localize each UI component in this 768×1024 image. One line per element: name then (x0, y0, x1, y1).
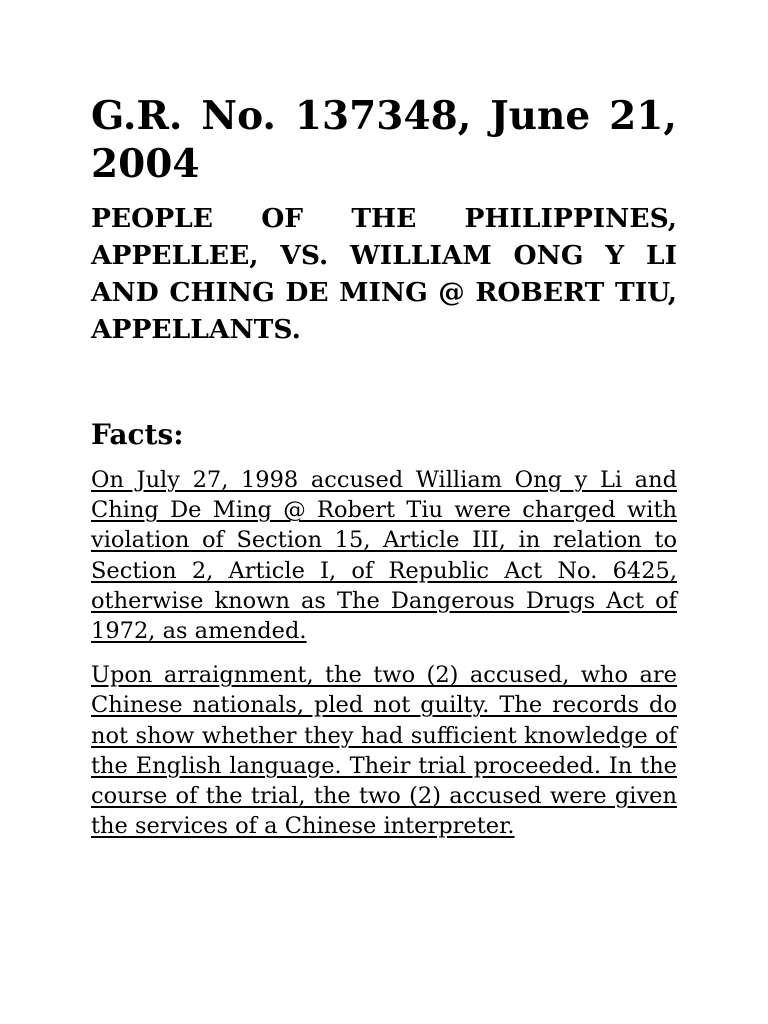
case-parties: PEOPLE OF THE PHILIPPINES, APPELLEE, VS. WILLIAM ONG Y LI AND CHING DE MING @ ROBERT TIU, APPELLANTS. (91, 203, 677, 345)
facts-paragraph-1: On July 27, 1998 accused William Ong y Li and Ching De Ming @ Robert Tiu were charged with violation of Section 15, Article III, in relation to Section 2, Article I, of Republic Act No. 6425, otherwise known as The Dangerous Drugs Act of 1972, as amended. (91, 467, 677, 645)
facts-paragraph-2: Upon arraignment, the two (2) accused, who are Chinese nationals, pled not guilty. The records do not show whether they had sufficient knowledge of the English language. Their trial proceeded. In the course of the trial, the two (2) accused were given the services of a Chinese interpreter. (91, 662, 677, 840)
document-page (91, 92, 677, 841)
case-title: G.R. No. 137348, June 21, 2004 (91, 93, 677, 187)
facts-heading: Facts: (91, 418, 184, 451)
